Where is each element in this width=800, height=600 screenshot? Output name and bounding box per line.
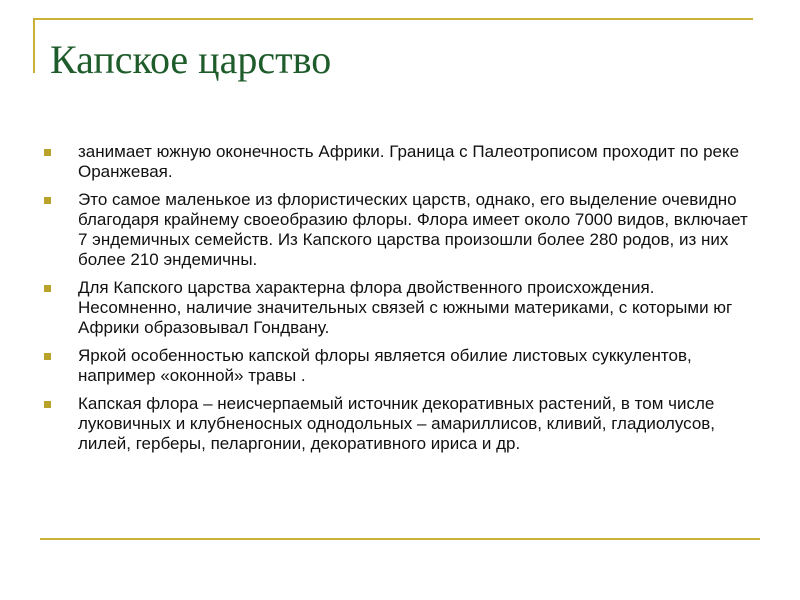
bullet-text: Для Капского царства характерна флора двойственного происхождения. Несомненно, наличие значительных связей с южными материками, с которыми юг Африки образовывал Гондвану.: [78, 278, 733, 337]
left-divider: [33, 18, 35, 73]
square-bullet-icon: [44, 285, 51, 292]
square-bullet-icon: [44, 401, 51, 408]
slide-title: Капское царство: [50, 37, 332, 82]
bullet-item: [40, 394, 760, 454]
bullet-text: Это самое маленькое из флористических царств, однако, его выделение очевидно благодаря крайнему своеобразию флоры. Флора имеет около 7000 видов, включает 7 эндемичных семейств. Из Капского царства произошли более 280 родов, из них более 210 эндемичны.: [78, 190, 748, 269]
bullet-item: [40, 190, 760, 270]
square-bullet-icon: [44, 353, 51, 360]
bullet-text: Яркой особенностью капской флоры является обилие листовых суккулентов, например «оконной» травы .: [78, 346, 692, 385]
bullet-text: занимает южную оконечность Африки. Граница с Палеотрописом проходит по реке Оранжевая.: [78, 142, 740, 181]
bullet-list: [40, 142, 760, 462]
bullet-text: Капская флора – неисчерпаемый источник декоративных растений, в том числе луковичных и клубненосных однодольных – амариллисов, кливий, гладиолусов, лилей, герберы, пеларгонии, декоративного ириса и др.: [78, 394, 716, 453]
bullet-item: [40, 142, 760, 182]
bullet-item: [40, 278, 760, 338]
bottom-divider: [40, 538, 760, 540]
bullet-item: [40, 346, 760, 386]
square-bullet-icon: [44, 149, 51, 156]
square-bullet-icon: [44, 197, 51, 204]
top-divider: [35, 18, 753, 20]
